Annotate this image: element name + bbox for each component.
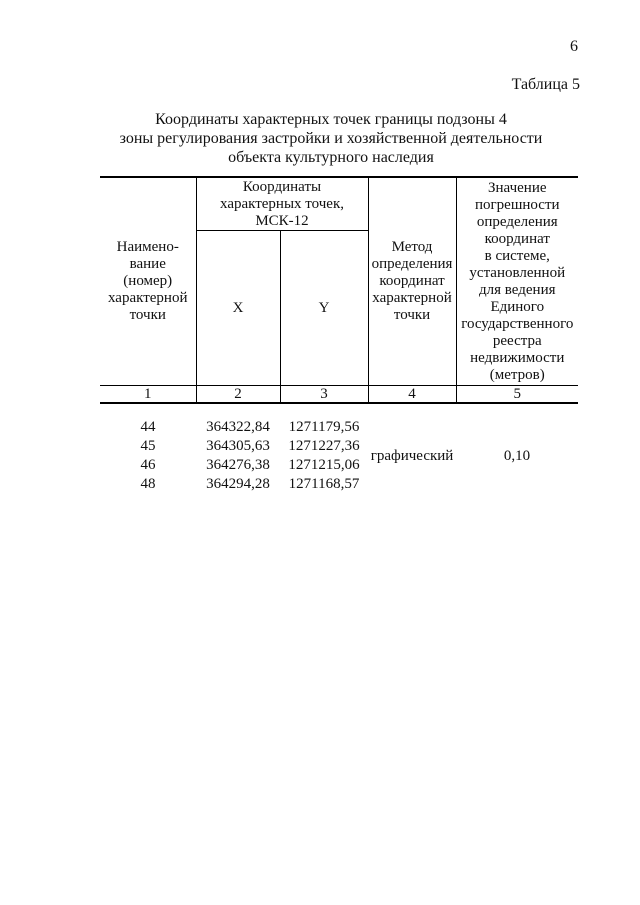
column-number: 1 [100, 386, 196, 404]
x-coordinate: 364322,84 [206, 419, 270, 435]
column-number: 4 [368, 386, 456, 404]
point-number: 45 [140, 438, 156, 454]
header-point-name: Наимено- вание (номер) характерной точки [100, 177, 196, 386]
accuracy-value: 0,10 [503, 447, 531, 464]
header-coordinates: Координаты характерных точек, МСК-12 [196, 177, 368, 231]
document-title [96, 110, 566, 167]
page-number: 6 [570, 38, 578, 55]
title-line: объекта культурного наследия [228, 149, 434, 166]
x-coordinate: 364294,28 [206, 476, 270, 492]
header-method: Метод определения координат характерной точки [368, 177, 456, 386]
column-number: 2 [196, 386, 280, 404]
method-value: графический [370, 447, 454, 464]
column-number: 3 [280, 386, 368, 404]
column-number: 5 [456, 386, 578, 404]
header-accuracy: Значение погрешности определения координат в системе, установленной для ведения Единого государственного реестра недвижимости (метров) [456, 177, 578, 386]
coordinates-table [100, 176, 578, 494]
header-y: Y [280, 231, 368, 386]
title-line: зоны регулирования застройки и хозяйственной деятельности [119, 130, 543, 147]
y-coordinate: 1271168,57 [288, 476, 360, 492]
x-coordinate: 364305,63 [206, 438, 270, 454]
title-line: Координаты характерных точек границы подзоны 4 [155, 111, 507, 128]
table-caption: Таблица 5 [511, 76, 580, 93]
y-coordinate: 1271179,56 [288, 419, 360, 435]
point-number: 48 [140, 476, 156, 492]
y-coordinate: 1271215,06 [288, 457, 360, 473]
table-row [100, 403, 578, 437]
point-number: 44 [140, 419, 156, 435]
point-number: 46 [140, 457, 156, 473]
x-coordinate: 364276,38 [206, 457, 270, 473]
y-coordinate: 1271227,36 [288, 438, 360, 454]
header-x: X [196, 231, 280, 386]
